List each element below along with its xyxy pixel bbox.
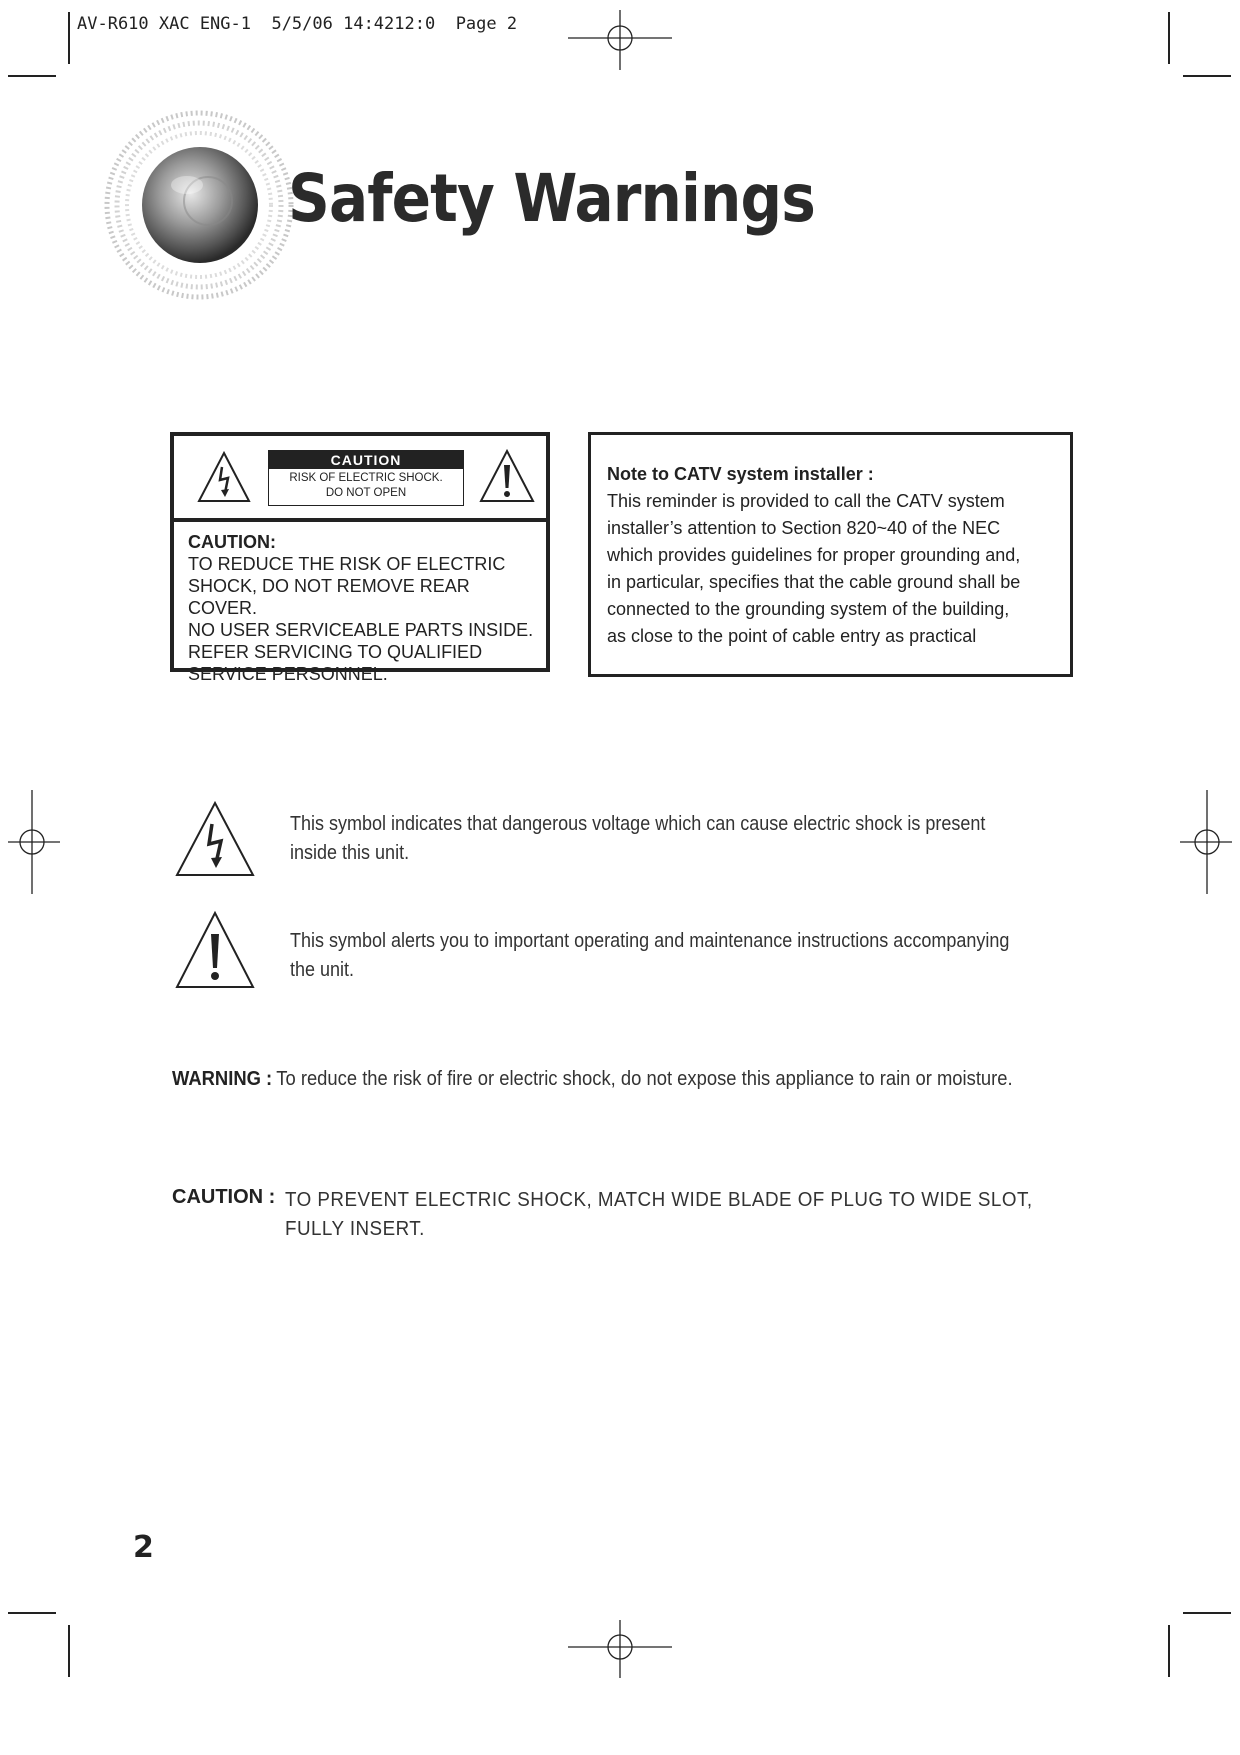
lightning-warning-icon: [174, 800, 256, 878]
warning-label: WARNING :: [172, 1068, 273, 1090]
page-number: 2: [133, 1530, 154, 1565]
warning-text: To reduce the risk of fire or electric shock, do not expose this appliance to rain or moisture.: [276, 1068, 1013, 1090]
crop-mark: [8, 1612, 56, 1614]
crop-mark: [1183, 75, 1231, 77]
speaker-logo-icon: [95, 105, 295, 315]
catv-note-text: [607, 461, 1060, 650]
caution-label-row: [174, 436, 546, 522]
catv-note-heading: Note to CATV system installer :: [607, 464, 874, 484]
caution-text: [188, 531, 536, 685]
exclamation-warning-icon: [174, 910, 256, 990]
caution-heading: CAUTION:: [188, 532, 276, 552]
symbol-description: This symbol alerts you to important operating and maintenance instructions accompanying the unit.: [290, 930, 1010, 981]
registration-mark-right: [1180, 790, 1232, 894]
caution-label-line1: RISK OF ELECTRIC SHOCK.: [289, 472, 443, 484]
caution-statement-label: CAUTION :: [172, 1186, 276, 1208]
caution-body: TO REDUCE THE RISK OF ELECTRIC SHOCK, DO NOT REMOVE REAR COVER. NO USER SERVICEABLE PARTS INSIDE. REFER SERVICING TO QUALIFIED SERVICE PERSONNEL.: [188, 554, 534, 684]
registration-mark-bottom: [568, 1620, 672, 1678]
crop-mark: [1183, 1612, 1231, 1614]
registration-mark-left: [8, 790, 60, 894]
crop-mark: [8, 75, 56, 77]
page-title: Safety Warnings: [288, 160, 815, 237]
warning-statement: [172, 1068, 1092, 1091]
print-header: AV-R610 XAC ENG-1 5/5/06 14:4212:0 Page 2: [77, 14, 518, 34]
crop-mark: [1168, 12, 1170, 64]
registration-mark-top: [568, 10, 672, 70]
exclamation-warning-icon: [478, 448, 536, 504]
catv-note-body: This reminder is provided to call the CATV system installer’s attention to Section 820~40 of the NEC which provides guidelines for proper grounding and, in particular, specifies that the cable ground shall be connected to the grounding system of the building, as close to the point of cable entry as practical: [607, 491, 1021, 646]
caution-label-line2: DO NOT OPEN: [325, 487, 407, 499]
symbol-description: This symbol indicates that dangerous voltage which can cause electric shock is present inside this unit.: [290, 813, 986, 864]
crop-mark: [1168, 1625, 1170, 1677]
crop-mark: [68, 12, 70, 64]
caution-label-title: CAUTION: [269, 451, 463, 469]
caution-statement-text: TO PREVENT ELECTRIC SHOCK, MATCH WIDE BLADE OF PLUG TO WIDE SLOT, FULLY INSERT.: [285, 1189, 1033, 1240]
caution-box: [170, 432, 550, 684]
lightning-warning-icon: [196, 450, 252, 504]
crop-mark: [68, 1625, 70, 1677]
caution-label: [268, 450, 464, 506]
catv-note-box: [588, 432, 1073, 677]
